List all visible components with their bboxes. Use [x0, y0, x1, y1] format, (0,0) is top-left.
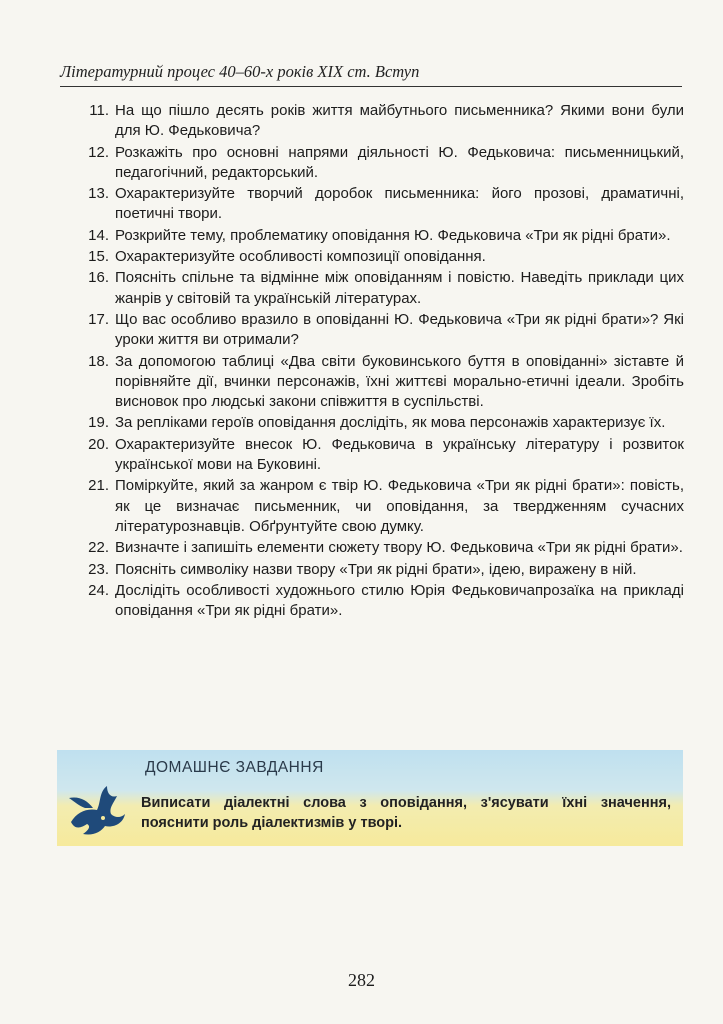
- question-item: [72, 310, 684, 351]
- question-item: [72, 247, 684, 267]
- question-number: 18.: [88, 352, 109, 370]
- question-item: [72, 476, 684, 537]
- question-number: 24.: [88, 581, 109, 599]
- question-number: 20.: [88, 435, 109, 453]
- question-text: Що вас особливо вразило в оповіданні Ю. Федьковича «Три як рідні брати»? Які уроки життя ви отримали?: [115, 310, 684, 349]
- running-header: Літературний процес 40–60-х років XIX ст. Вступ: [60, 62, 682, 87]
- question-text: Дослідіть особливості художнього стилю Юрія Федьковичапрозаїка на прикладі оповідання «Три як рідні брати».: [115, 581, 684, 620]
- question-number: 21.: [88, 477, 109, 495]
- question-item: [72, 435, 684, 476]
- pegasus-icon: [63, 778, 129, 845]
- question-number: 12.: [88, 143, 109, 161]
- question-number: 22.: [88, 539, 109, 557]
- question-text: Розкрийте тему, проблематику оповідання Ю. Федьковича «Три як рідні брати».: [115, 226, 671, 244]
- question-item: [72, 413, 684, 433]
- homework-box: [57, 750, 683, 846]
- questions-list: [72, 101, 684, 622]
- question-item: [72, 538, 684, 558]
- question-text: За репліками героїв оповідання дослідіть, як мова персонажів характеризує їх.: [115, 414, 666, 432]
- question-number: 16.: [88, 269, 109, 287]
- question-text: Поясніть спільне та відмінне між оповіданням і повістю. Наведіть приклади цих жанрів у світовій та українській літературах.: [115, 269, 684, 307]
- question-number: 13.: [88, 185, 109, 203]
- homework-title: ДОМАШНЄ ЗАВДАННЯ: [145, 759, 324, 776]
- question-number: 19.: [88, 414, 109, 432]
- page-number: 282: [348, 970, 375, 990]
- question-item: [72, 226, 684, 246]
- question-text: Поміркуйте, який за жанром є твір Ю. Федьковича «Три як рідні брати»: повість, як це визначає письменник, чи оповідання, за твердженням сучасних літературознавців. Обґрунтуйте свою думку.: [115, 477, 684, 535]
- question-item: [72, 101, 684, 142]
- question-number: 11.: [89, 102, 109, 119]
- question-text: Охарактеризуйте внесок Ю. Федьковича в українську літературу і розвиток української мови на Буковині.: [115, 435, 684, 474]
- question-text: За допомогою таблиці «Два світи буковинського буття в оповіданні» зіставте й порівняйте дії, вчинки персонажів, їхні життєві морально-етичні ідеали. Зробіть висновок про людські закони співжиття в суспільстві.: [115, 352, 684, 411]
- question-item: [72, 143, 684, 184]
- homework-text: Виписати діалектні слова з оповідання, з'ясувати їхні значення, пояснити роль діалектизмів у творі.: [141, 795, 671, 831]
- question-item: [72, 581, 684, 622]
- question-text: Охарактеризуйте творчий доробок письменника: його прозові, драматичні, поетичні твори.: [115, 185, 684, 223]
- question-item: [72, 184, 684, 225]
- question-text: На що пішло десять років життя майбутнього письменника? Якими вони були для Ю. Федьковича?: [115, 102, 684, 140]
- question-number: 14.: [88, 226, 109, 244]
- question-number: 23.: [88, 560, 109, 578]
- question-number: 17.: [88, 310, 109, 328]
- question-number: 15.: [88, 248, 109, 266]
- question-item: [72, 352, 684, 413]
- question-text: Поясніть символіку назви твору «Три як рідні брати», ідею, виражену в ній.: [115, 560, 637, 578]
- question-text: Охарактеризуйте особливості композиції оповідання.: [115, 248, 486, 266]
- question-item: [72, 268, 684, 309]
- question-text: Розкажіть про основні напрями діяльності Ю. Федьковича: письменницький, педагогічний, редакторський.: [115, 143, 684, 181]
- question-item: [72, 560, 684, 580]
- question-text: Визначте і запишіть елементи сюжету твору Ю. Федьковича «Три як рідні брати».: [115, 539, 683, 557]
